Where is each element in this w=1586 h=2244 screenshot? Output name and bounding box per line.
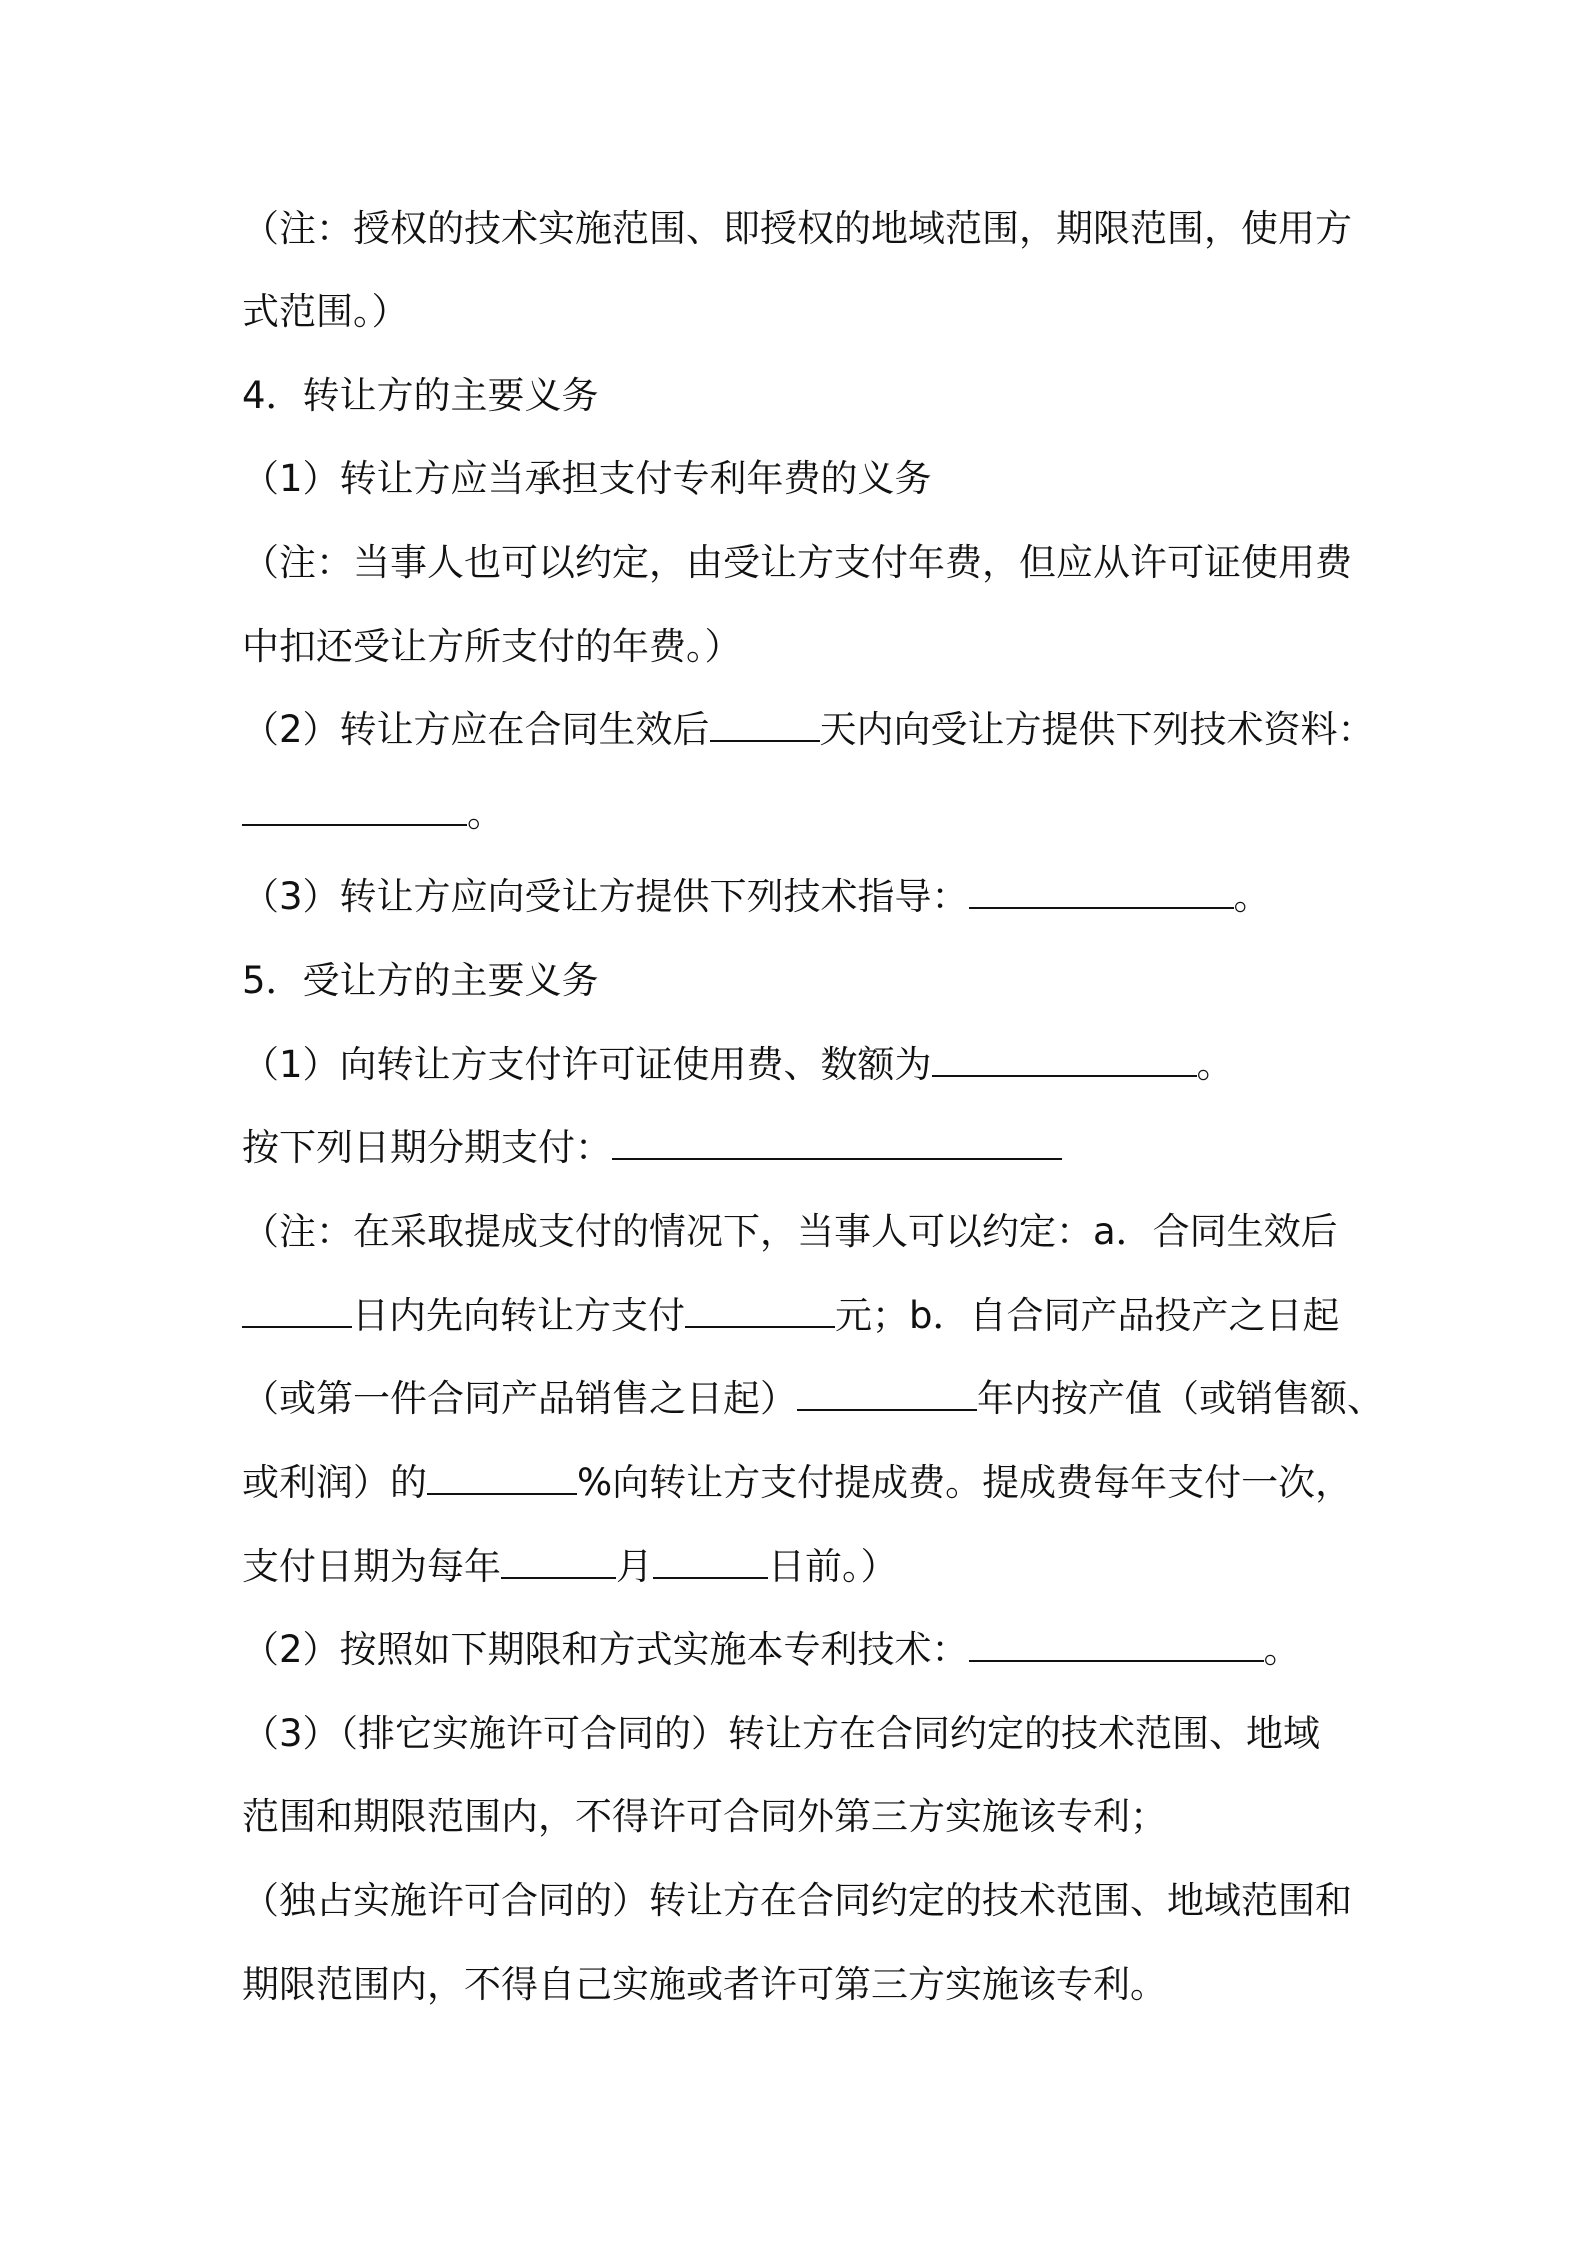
blank-month-field[interactable] <box>501 1543 616 1579</box>
blank-percentage-field[interactable] <box>427 1459 577 1495</box>
item-4-2: （2）转让方应在合同生效后 天内向受让方提供下列技术资料： <box>242 708 1375 751</box>
item-5-1-installments: 按下列日期分期支付： <box>242 1124 1362 1172</box>
blank-years-field[interactable] <box>797 1375 977 1411</box>
blank-license-fee-amount-field[interactable] <box>932 1041 1197 1077</box>
blank-days-field[interactable] <box>710 706 820 742</box>
item-5-3-line-4: 期限范围内，不得自己实施或者许可第三方实施该专利。 <box>242 1963 1167 2006</box>
blank-technical-guidance-field[interactable] <box>969 873 1234 909</box>
blank-days-after-effective-field[interactable] <box>242 1292 352 1328</box>
blank-day-field[interactable] <box>653 1543 768 1579</box>
note-annual-fee-line-2: 中扣还受让方所支付的年费。） <box>242 625 742 668</box>
item-5-3-line-1: （3）（排它实施许可合同的）转让方在合同约定的技术范围、地域 <box>242 1712 1321 1755</box>
item-5-1: （1）向转让方支付许可证使用费、数额为 。 <box>242 1043 1234 1086</box>
item-4-2-materials: 。 <box>242 790 1362 838</box>
section-5-heading: 5．受让方的主要义务 <box>242 959 599 1002</box>
note-royalty-line-5: 支付日期为每年 月 日前。） <box>242 1545 898 1588</box>
note-royalty-line-3: （或第一件合同产品销售之日起） 年内按产值（或销售额、 <box>242 1377 1384 1420</box>
item-5-2: （2）按照如下期限和方式实施本专利技术： 。 <box>242 1628 1301 1671</box>
note-royalty-line-2: 日内先向转让方支付 元；b．自合同产品投产之日起 <box>242 1292 1362 1340</box>
blank-initial-payment-field[interactable] <box>685 1292 835 1328</box>
section-4-heading: 4．转让方的主要义务 <box>242 374 599 417</box>
note-royalty-line-1: （注：在采取提成支付的情况下，当事人可以约定：a．合同生效后 <box>242 1210 1338 1253</box>
blank-implementation-terms-field[interactable] <box>969 1626 1264 1662</box>
blank-technical-materials-field[interactable] <box>242 790 467 826</box>
item-4-3: （3）转让方应向受让方提供下列技术指导： 。 <box>242 875 1271 918</box>
item-4-1: （1）转让方应当承担支付专利年费的义务 <box>242 457 932 500</box>
note-royalty-line-4: 或利润）的 %向转让方支付提成费。提成费每年支付一次， <box>242 1461 1353 1504</box>
item-5-3-line-3: （独占实施许可合同的）转让方在合同约定的技术范围、地域范围和 <box>242 1879 1352 1922</box>
blank-installment-dates-field[interactable] <box>612 1124 1062 1160</box>
note-authorization-scope-line-2: 式范围。） <box>242 290 409 333</box>
note-annual-fee-line-1: （注：当事人也可以约定，由受让方支付年费，但应从许可证使用费 <box>242 541 1352 584</box>
item-5-3-line-2: 范围和期限范围内，不得许可合同外第三方实施该专利； <box>242 1795 1167 1838</box>
note-authorization-scope-line-1: （注：授权的技术实施范围、即授权的地域范围，期限范围，使用方 <box>242 207 1352 250</box>
